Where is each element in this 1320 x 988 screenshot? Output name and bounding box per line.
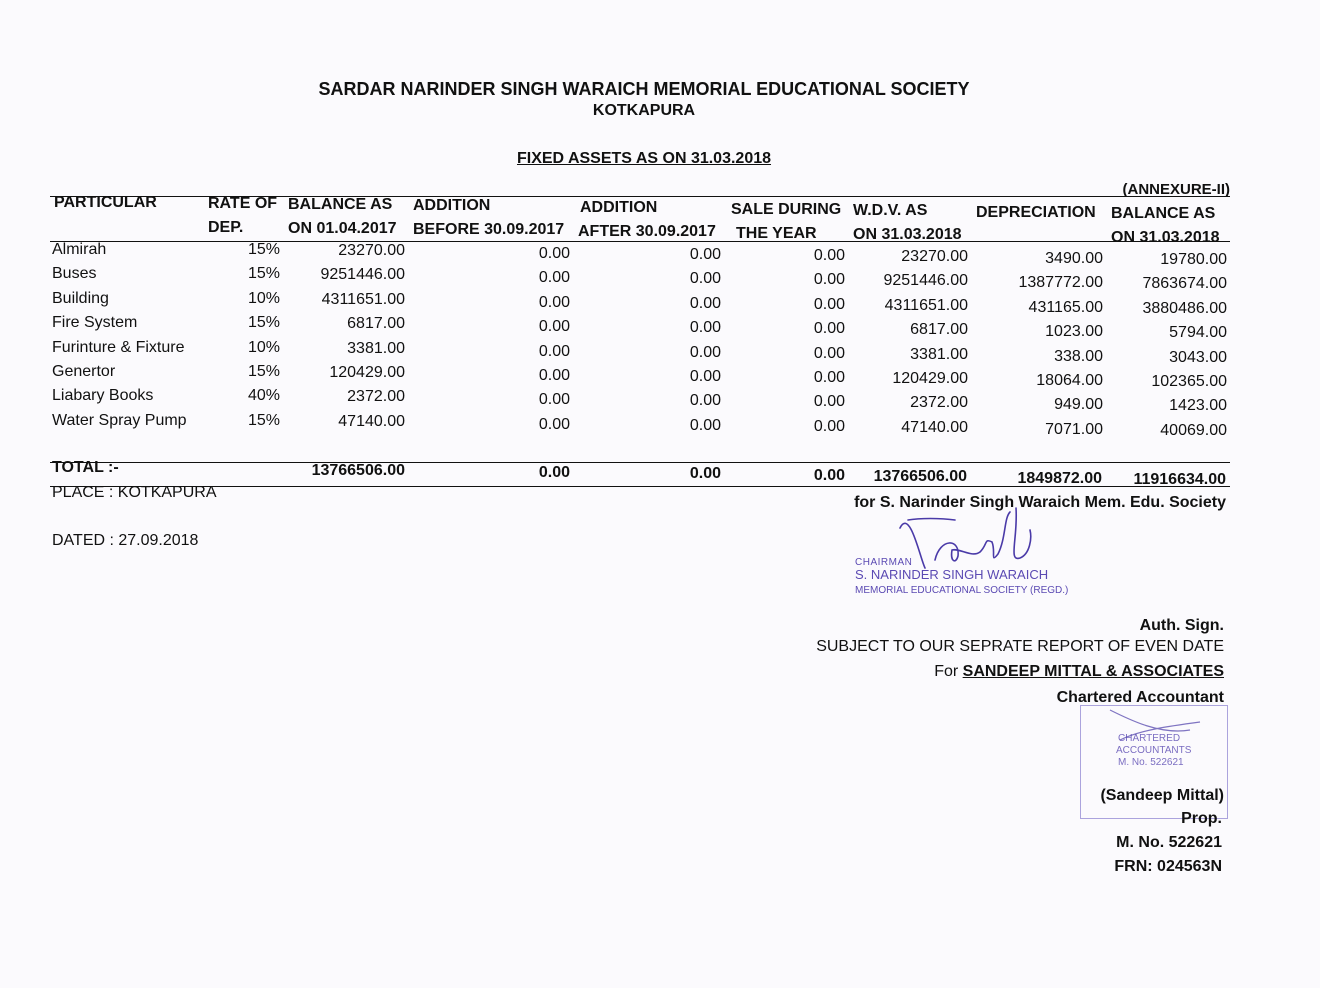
subject-to-label: SUBJECT TO OUR SEPRATE REPORT OF EVEN DATE [816, 638, 1224, 655]
cell-wdv: 6817.00 [910, 321, 968, 339]
cell-dep: 7071.00 [1045, 420, 1103, 438]
cell-wdv: 120429.00 [892, 370, 968, 387]
society-seal-title: CHAIRMAN [855, 557, 913, 568]
cell-sale: 0.00 [813, 320, 845, 338]
report-title: FIXED ASSETS AS ON 31.03.2018 [516, 150, 772, 167]
cell-closing: 5794.00 [1169, 324, 1227, 342]
society-seal-name: S. NARINDER SINGH WARAICH [855, 567, 1049, 582]
ca-seal-line2: ACCOUNTANTS [1116, 745, 1192, 756]
cell-closing: 40069.00 [1160, 421, 1227, 439]
auth-sign-label: Auth. Sign. [1139, 617, 1224, 634]
org-name: SARDAR NARINDER SINGH WARAICH MEMORIAL EDUCATIONAL SOCIETY [318, 79, 970, 99]
header-depreciation: DEPRECIATION [976, 204, 1096, 221]
header-wdv-line2: ON 31.03.2018 [853, 226, 962, 243]
cell-opening: 2372.00 [347, 388, 405, 406]
header-sale-line1: SALE DURING [731, 201, 842, 218]
cell-dep: 949.00 [1054, 396, 1103, 414]
cell-dep: 3490.00 [1045, 250, 1103, 267]
firm-name: SANDEEP MITTAL & ASSOCIATES [962, 663, 1224, 680]
header-closing-line1: BALANCE AS [1111, 205, 1216, 222]
cell-opening: 9251446.00 [320, 266, 405, 284]
place-label: PLACE : KOTKAPURA [52, 484, 217, 501]
total-sale: 0.00 [813, 467, 845, 484]
cell-name: Fire System [52, 314, 138, 332]
cell-add-after: 0.00 [689, 343, 721, 361]
header-opening-line1: BALANCE AS [288, 196, 393, 213]
cell-opening: 47140.00 [338, 412, 405, 430]
cell-rate: 40% [247, 387, 280, 405]
cell-opening: 120429.00 [329, 364, 405, 381]
cell-add-before: 0.00 [538, 245, 570, 262]
cell-sale: 0.00 [813, 417, 845, 435]
cell-wdv: 9251446.00 [883, 272, 968, 290]
header-opening-line2: ON 01.04.2017 [288, 220, 397, 237]
header-add-after-line2: AFTER 30.09.2017 [578, 223, 716, 240]
cell-closing: 1423.00 [1169, 397, 1227, 415]
ca-seal-line3: M. No. 522621 [1118, 757, 1184, 768]
cell-dep: 1387772.00 [1018, 274, 1103, 292]
firm-type: Chartered Accountant [1056, 689, 1224, 706]
cell-name: Almirah [52, 241, 107, 258]
cell-wdv: 23270.00 [901, 248, 968, 265]
total-label: TOTAL :- [52, 459, 119, 476]
cell-add-after: 0.00 [689, 392, 721, 410]
cell-add-after: 0.00 [689, 416, 721, 434]
cell-rate: 15% [247, 265, 280, 283]
cell-wdv: 3381.00 [910, 345, 968, 363]
cell-closing: 19780.00 [1160, 251, 1227, 268]
header-add-after-line1: ADDITION [580, 199, 658, 216]
ca-seal-line1: CHARTERED [1118, 733, 1181, 744]
cell-add-after: 0.00 [689, 319, 721, 337]
cell-name: Building [52, 289, 109, 307]
cell-add-before: 0.00 [538, 391, 570, 409]
cell-rate: 15% [247, 363, 280, 380]
header-rate-line1: RATE OF [208, 195, 278, 212]
cell-add-after: 0.00 [689, 270, 721, 288]
cell-add-before: 0.00 [538, 367, 570, 384]
cell-name: Liabary Books [52, 387, 154, 405]
cell-rate: 10% [247, 338, 280, 356]
header-closing-line2: ON 31.03.2018 [1111, 229, 1220, 246]
cell-add-after: 0.00 [689, 294, 721, 312]
cell-opening: 6817.00 [347, 315, 405, 333]
header-add-before-line2: BEFORE 30.09.2017 [413, 221, 565, 238]
cell-rate: 15% [247, 314, 280, 332]
cell-add-before: 0.00 [538, 415, 570, 433]
cell-add-after: 0.00 [689, 246, 721, 263]
ca-signature-icon [1100, 700, 1210, 770]
prop-label: Prop. [1181, 810, 1222, 827]
cell-add-after: 0.00 [689, 368, 721, 385]
prop-name: (Sandeep Mittal) [1100, 787, 1224, 804]
cell-closing: 7863674.00 [1142, 275, 1227, 293]
annexure-label: (ANNEXURE-II) [1122, 181, 1230, 198]
cell-rate: 10% [247, 289, 280, 307]
cell-dep: 431165.00 [1028, 298, 1103, 316]
cell-sale: 0.00 [813, 393, 845, 411]
total-top-rule [50, 462, 1230, 463]
org-city: KOTKAPURA [592, 102, 696, 119]
for-prefix: For [934, 663, 959, 680]
cell-sale: 0.00 [813, 369, 845, 386]
cell-dep: 338.00 [1054, 347, 1103, 365]
header-particular: PARTICULAR [54, 194, 157, 211]
cell-name: Water Spray Pump [52, 411, 187, 429]
total-opening: 13766506.00 [311, 462, 405, 479]
cell-closing: 3880486.00 [1142, 299, 1227, 317]
cell-dep: 1023.00 [1045, 323, 1103, 341]
header-add-before-line1: ADDITION [413, 197, 491, 214]
cell-wdv: 4311651.00 [884, 296, 968, 314]
cell-wdv: 47140.00 [901, 418, 968, 436]
cell-name: Furinture & Fixture [52, 338, 185, 356]
header-wdv-line1: W.D.V. AS [853, 202, 928, 219]
cell-sale: 0.00 [813, 295, 845, 313]
total-add-after: 0.00 [689, 465, 721, 482]
total-wdv: 13766506.00 [873, 468, 967, 485]
cell-add-before: 0.00 [538, 293, 570, 311]
cell-rate: 15% [247, 411, 280, 429]
membership-number: M. No. 522621 [1116, 834, 1222, 851]
cell-sale: 0.00 [813, 247, 845, 264]
cell-sale: 0.00 [813, 271, 845, 289]
cell-opening: 3381.00 [347, 339, 405, 357]
frn-number: FRN: 024563N [1114, 858, 1222, 875]
cell-sale: 0.00 [813, 344, 845, 362]
cell-wdv: 2372.00 [910, 394, 968, 412]
society-seal-org: MEMORIAL EDUCATIONAL SOCIETY (REGD.) [855, 585, 1069, 596]
cell-closing: 102365.00 [1151, 373, 1227, 390]
total-closing: 11916634.00 [1133, 471, 1226, 488]
cell-add-before: 0.00 [538, 342, 570, 360]
total-add-before: 0.00 [538, 464, 570, 481]
header-rate-line2: DEP. [208, 219, 244, 236]
cell-rate: 15% [247, 241, 280, 258]
for-society-label: for S. Narinder Singh Waraich Mem. Edu. Society [854, 494, 1226, 511]
cell-add-before: 0.00 [538, 318, 570, 336]
cell-add-before: 0.00 [538, 269, 570, 287]
dated-label: DATED : 27.09.2018 [52, 532, 199, 549]
cell-name: Buses [52, 265, 97, 283]
cell-opening: 4311651.00 [321, 290, 405, 308]
cell-name: Genertor [52, 363, 116, 380]
total-depreciation: 1849872.00 [1017, 470, 1102, 487]
for-firm-line [700, 663, 1224, 681]
header-sale-line2: THE YEAR [736, 225, 817, 242]
cell-closing: 3043.00 [1169, 348, 1227, 366]
cell-opening: 23270.00 [338, 242, 405, 259]
cell-dep: 18064.00 [1036, 372, 1103, 389]
